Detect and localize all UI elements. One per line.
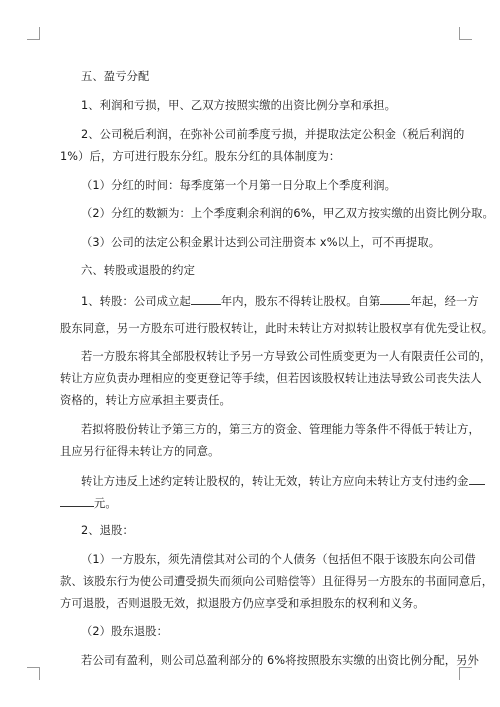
paragraph-line: 转让方应负责办理相应的变更登记等手续，但若因该股权转让违法导致公司丧失法人	[60, 372, 482, 385]
section-heading-6: 六、转股或退股的约定	[81, 264, 195, 277]
paragraph-line: （2）股东退股：	[81, 625, 169, 638]
text-segment: 年内，股东不得转让股权。自第	[220, 295, 381, 308]
fill-in-blank	[60, 495, 94, 507]
fill-in-blank	[380, 293, 410, 305]
paragraph-line: 款、该股东行为使公司遭受损失而须向公司赔偿等）且征得另一方股东的书面同意后，	[60, 575, 494, 588]
paragraph-line: 2、公司税后利润，在弥补公司前季度亏损，并提取法定公积金（税后利润的	[81, 128, 465, 141]
paragraph-line: 股东同意，另一方股东可进行股权转让，此时未转让方对拟转让股权享有优先受让权。	[60, 322, 494, 335]
paragraph-line: 若拟将股份转让予第三方的，第三方的资金、管理能力等条件不得低于转让方，	[81, 423, 480, 436]
paragraph-line: （3）公司的法定公积金累计达到公司注册资本 x%以上，可不再提取。	[81, 236, 441, 249]
paragraph-line-with-blanks	[81, 293, 479, 309]
text-segment: 转让方违反上述约定转让股权的，转让无效，转让方应向未转让方支付违约金	[81, 475, 469, 488]
text-segment: 1、转股：公司成立起	[81, 295, 191, 308]
paragraph-line: 2、退股：	[81, 524, 134, 537]
paragraph-line: 若公司有盈利，则公司总盈利部分的 6%将按照股东实缴的出资比例分配，另外	[81, 654, 479, 667]
paragraph-line: （2）分红的数额为：上个季度剩余利润的6%，甲乙双方按实缴的出资比例分取。	[81, 207, 494, 220]
paragraph-line-with-blank	[81, 473, 485, 489]
paragraph-line: 1、利润和亏损，甲、乙双方按照实缴的出资比例分享和承担。	[81, 99, 397, 112]
paragraph-line: 1%）后，方可进行股东分红。股东分红的具体制度为：	[60, 150, 341, 163]
text-segment: 年起，经一方	[410, 295, 479, 308]
paragraph-line: （1）一方股东，须先清偿其对公司的个人债务（包括但不限于该股东向公司借	[81, 553, 476, 566]
paragraph-line: 方可退股，否则退股无效，拟退股方仍应享受和承担股东的权利和义务。	[60, 597, 425, 610]
section-heading-5: 五、盈亏分配	[81, 70, 150, 83]
paragraph-line: 若一方股东将其全部股权转让予另一方导致公司性质变更为一人有限责任公司的，	[81, 350, 492, 363]
fill-in-blank	[191, 293, 221, 305]
paragraph-line: 资格的，转让方应承担主要责任。	[60, 394, 231, 407]
fill-in-blank	[469, 473, 485, 485]
paragraph-line: （1）分红的时间：每季度第一个月第一日分取上个季度利润。	[81, 179, 397, 192]
text-segment: 元。	[94, 497, 117, 510]
paragraph-line-with-blank	[60, 495, 117, 511]
paragraph-line: 且应另行征得未转让方的同意。	[60, 445, 220, 458]
